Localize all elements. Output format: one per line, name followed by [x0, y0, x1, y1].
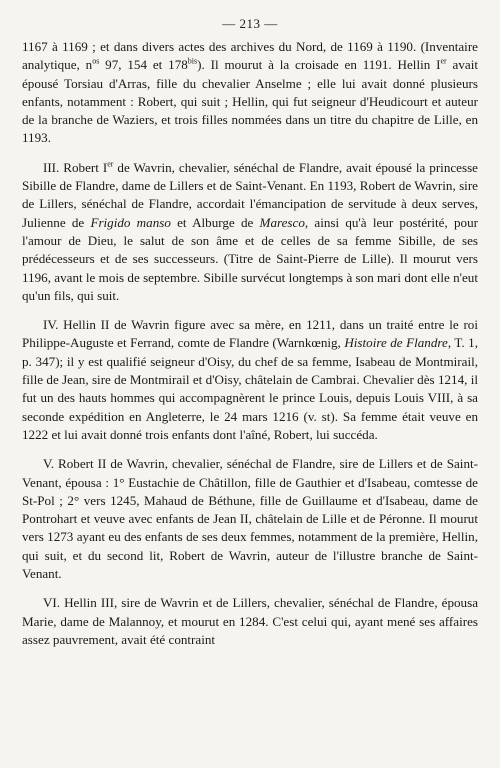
superscript: os [92, 56, 100, 66]
text-run: VI. Hellin III, sire de Wavrin et de Lillers, chevalier, sénéchal de Flandre, épousa Marie, dame de Malannoy, et mourut en 1284. C'est celui qui, ayant mené ses affaires assez pauvrement, avait été contraint [22, 595, 478, 647]
superscript: er [107, 159, 114, 169]
paragraph-continuation [22, 38, 478, 148]
italic-title: Histoire de Flandre [344, 335, 448, 351]
text-run: V. Robert II de Wavrin, chevalier, sénéchal de Flandre, sire de Lillers et de Saint-Venant, épousa : 1° Eustachie de Châtillon, fille de Gauthier et d'Isabeau, comtesse de St-Pol ; 2° vers 1245, Mahaud de Béthune, fille de Guillaume et d'Isabeau, dame de Pontrohart et veuve avec enfants de Jean II, châtelain de Lille et de Péronne. Il mourut vers 1273 ayant eu des enfants de ses deux femmes, notamment de la première, Hellin, qui suit, et du second lit, Robert de Wavrin, auteur de l'illustre branche de Saint-Venant. [22, 456, 478, 582]
text-run: 1167 à 1169 ; et dans divers actes des archives du Nord, de 1169 à 1190. [22, 39, 417, 54]
paragraph-robert-ii [22, 455, 478, 583]
paragraph-hellin-iii [22, 594, 478, 649]
text-run: et Alburge de [170, 214, 260, 230]
text-run: avait épousé Torsiau d'Arras, fille du chevalier Anselme ; elle lui avait donné plusieurs enfants, notamment : Robert, qui suit ; Hellin, qui fut seigneur d'Heudicourt et auteur de la branche de Waziers, et trois filles nommées dans un titre du chapitre de Lille, en 1193. [22, 57, 478, 146]
text-run: , ainsi qu'à leur postérité, pour l'amour de Dieu, le salut de son âme et de celles de sa femme Sibille, de ses prédécesseurs et de ses successeurs. (Titre de Saint-Pierre de Lille). Il mourut vers 1196, avant le mois de septembre. Sibille survécut longtemps à son mari dont elle n'eut qu'un fils, qui suit. [22, 214, 478, 303]
text-run: de Wavrin, chevalier, sénéchal de Flandre, avait épousé la princesse Sibille de Flandre, dame de Lillers et de Saint-Venant. En 1193, Robert de Wavrin, sire de Lillers, sénéchal de Flandre, accordait l'émancipation de servitude à deux serves, Julienne de [22, 159, 478, 230]
italic-term: Frigido manso [90, 214, 171, 230]
text-run: (Inventaire analytique, n [22, 39, 478, 73]
italic-term: Maresco [259, 214, 305, 230]
superscript: bis [187, 56, 198, 66]
paragraph-gap [22, 583, 478, 594]
paragraph-robert-i [22, 159, 478, 305]
text-run: III. Robert I [42, 159, 108, 175]
text-run: , T. 1, p. 347); il y est qualifié seigneur d'Oisy, du chef de sa femme, Isabeau de Montmirail, fille de Jean, sire de Montmirail et d'Oisy, châtelain de Cambrai. Chevalier dès 1214, il fut un des hauts hommes qui accompagnèrent le prince Louis, depuis Louis VIII, à sa seconde expédition en Angleterre, le 24 mars 1216 (v. st). Sa femme était veuve en 1222 et lui avait donné trois enfants dont l'aîné, Robert, lui succéda. [22, 335, 478, 442]
text-run: IV. Hellin II de Wavrin figure avec sa mère, en 1211, dans un traité entre le roi Philippe-Auguste et Ferrand, comte de Flandre (Warnkœnig, [22, 317, 478, 351]
text-run: 97, 154 et 178 [99, 57, 188, 73]
paragraph-gap [22, 305, 478, 316]
paragraph-hellin-ii [22, 316, 478, 444]
superscript: er [440, 56, 447, 66]
text-run: ). Il mourut à la croisade en 1191. Hellin I [197, 57, 441, 73]
paragraph-gap [22, 444, 478, 455]
paragraph-gap [22, 148, 478, 159]
page-number: — 213 — [222, 16, 278, 31]
